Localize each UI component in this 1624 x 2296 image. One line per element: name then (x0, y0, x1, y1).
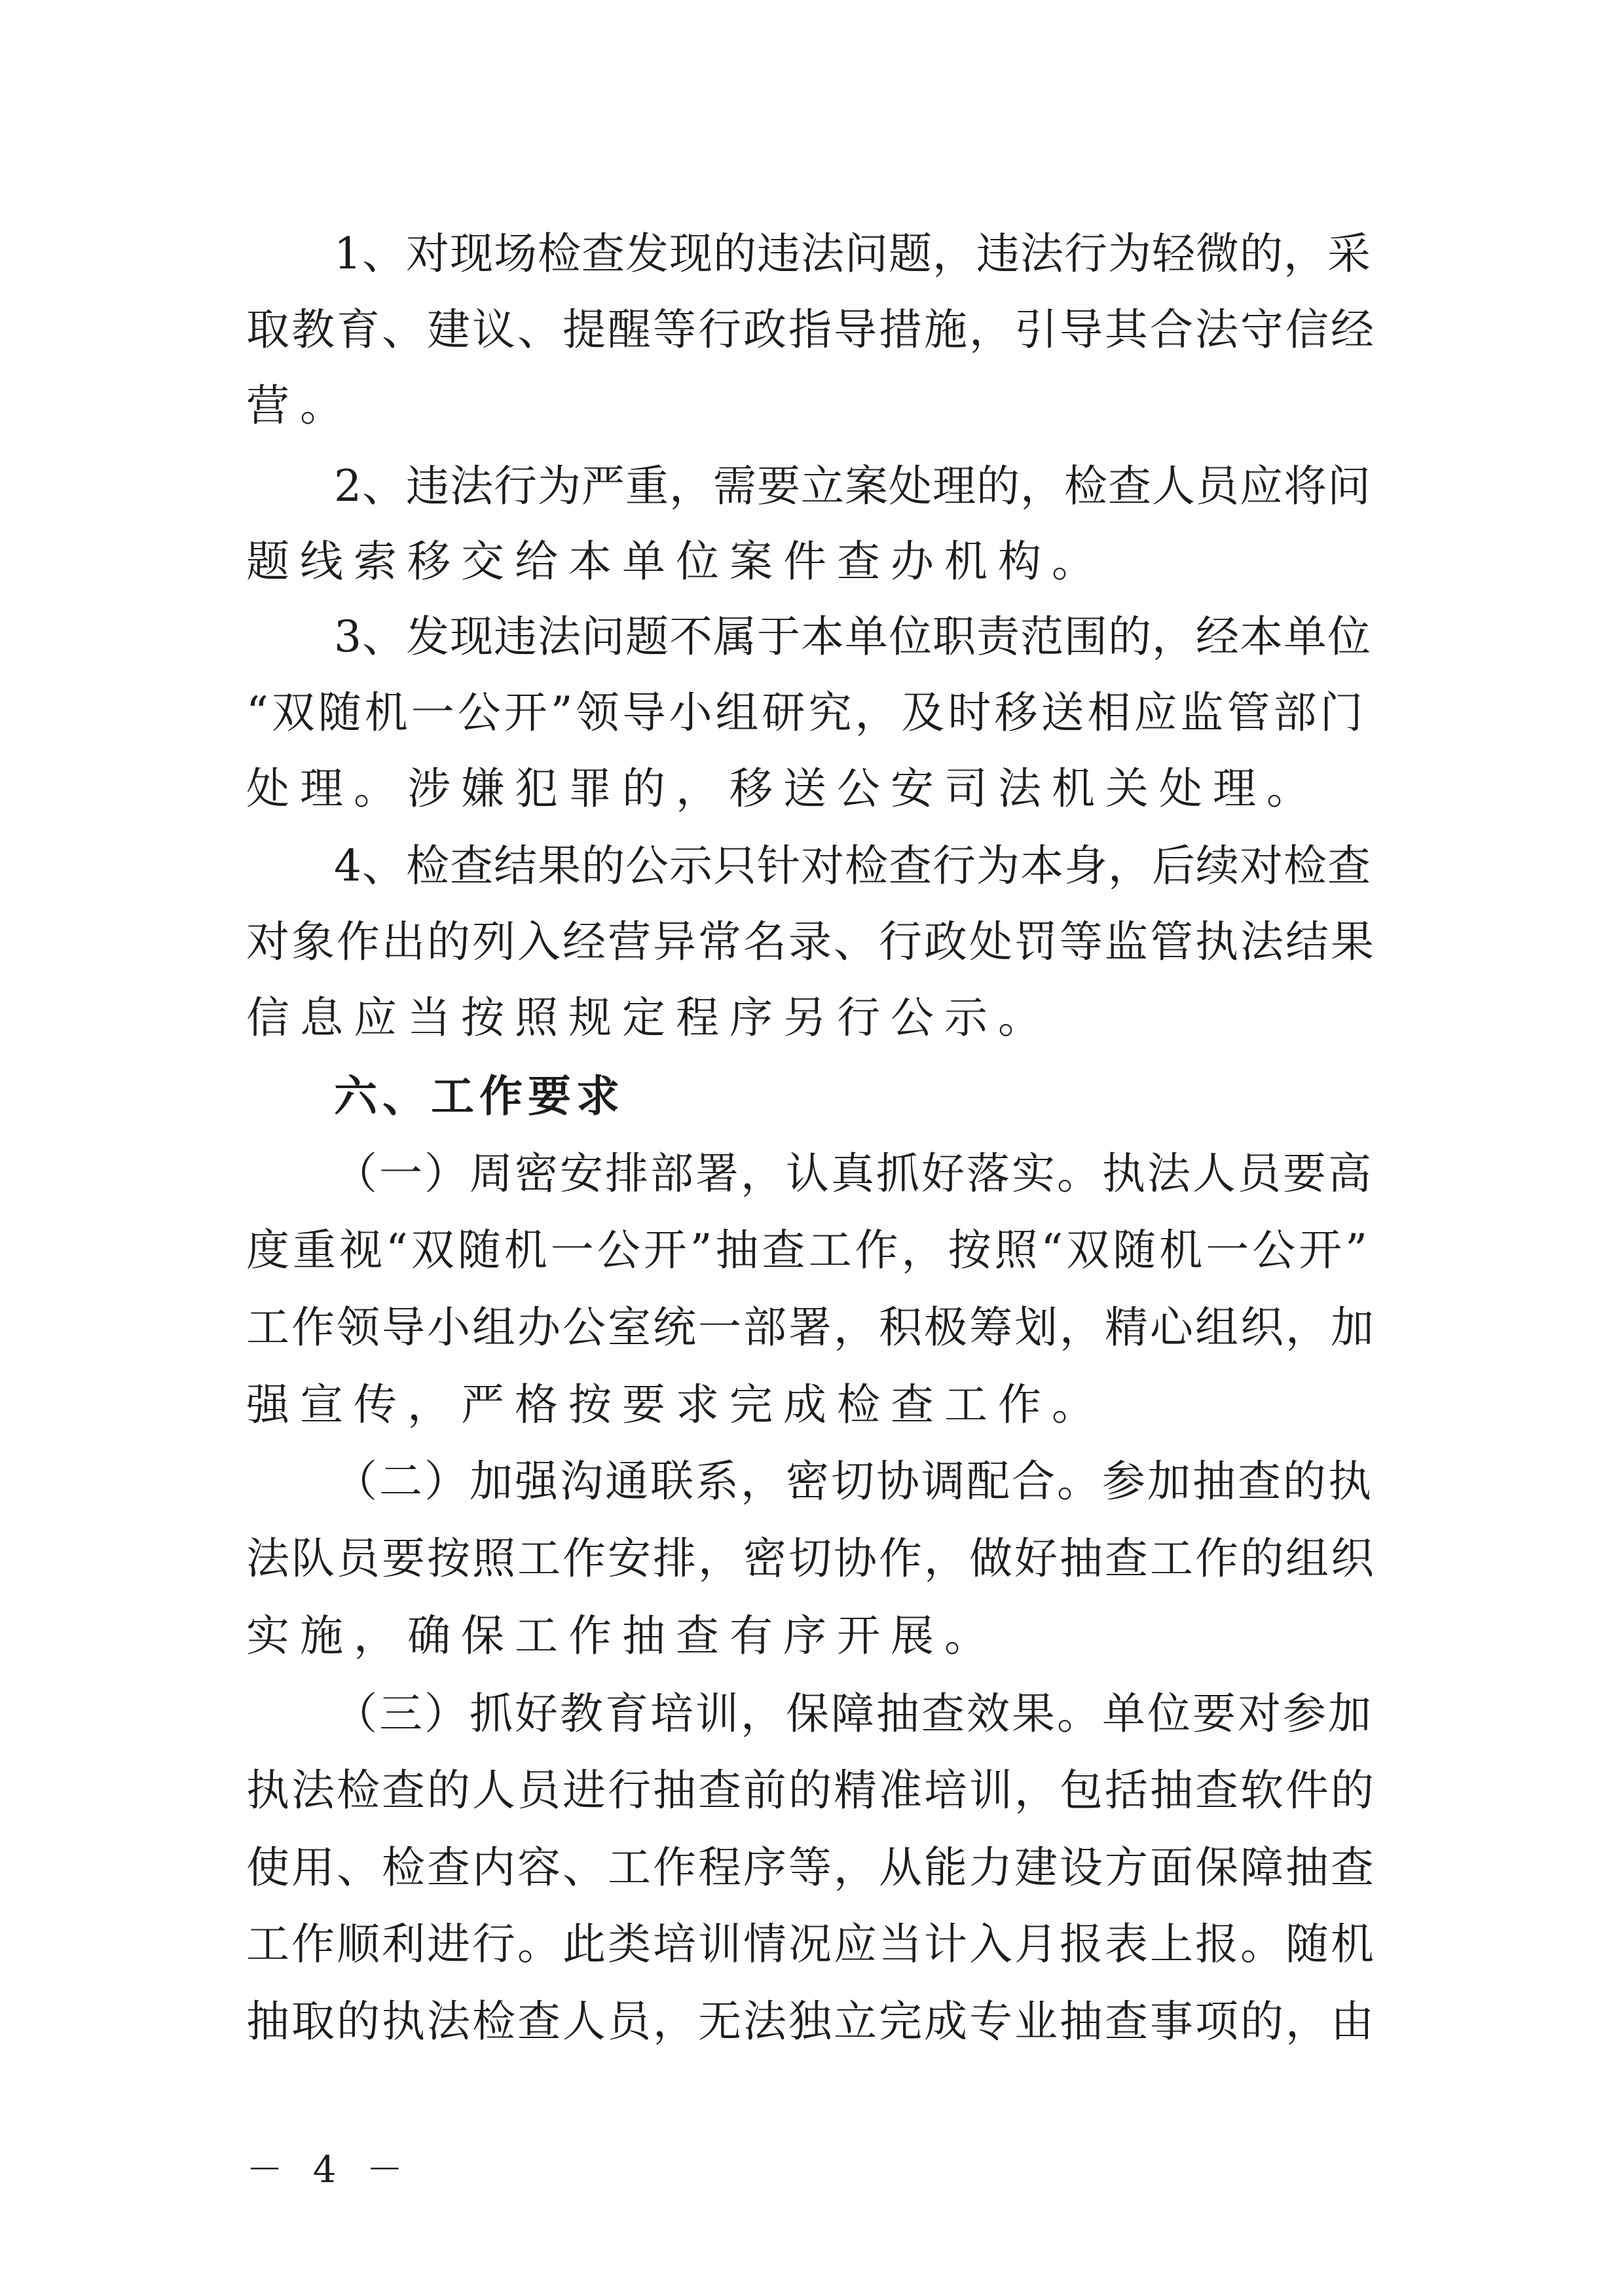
page-number: － 4 － (246, 2149, 413, 2191)
para4-line1: 4、检查结果的公示只针对检查行为本身，后续对检查 (334, 841, 1371, 891)
para7-line1: （三）抓好教育培训，保障抽查效果。单位要对参加 (334, 1688, 1373, 1739)
para7-line4: 工作顺利进行。此类培训情况应当计入月报表上报。随机 (246, 1919, 1376, 1969)
para7-line2: 执法检查的人员进行抽查前的精准培训，包括抽查软件的 (246, 1765, 1376, 1815)
para5-line2: 度重视“双随机一公开”抽查工作，按照“双随机一公开” (246, 1225, 1371, 1275)
para5-line3: 工作领导小组办公室统一部署，积极筹划，精心组织，加 (246, 1302, 1376, 1353)
para2-line2: 题线索移交给本单位案件查办机构。 (246, 536, 1105, 587)
para6-line1: （二）加强沟通联系，密切协调配合。参加抽查的执 (334, 1456, 1373, 1506)
para5-line1: （一）周密安排部署，认真抓好落实。执法人员要高 (334, 1148, 1373, 1199)
para7-line3: 使用、检查内容、工作程序等，从能力建设方面保障抽查 (246, 1842, 1376, 1893)
para1-line2: 取教育、建议、提醒等行政指导措施，引导其合法守信经 (246, 304, 1376, 355)
para3-line1: 3、发现违法问题不属于本单位职责范围的，经本单位 (334, 611, 1371, 662)
para1-line1: 1、对现场检查发现的违法问题，违法行为轻微的，采 (334, 228, 1371, 279)
para7-line5: 抽取的执法检查人员，无法独立完成专业抽查事项的，由 (246, 1996, 1376, 2047)
para3-line3: 处理。涉嫌犯罪的，移送公安司法机关处理。 (246, 763, 1320, 814)
para4-line2: 对象作出的列入经营异常名录、行政处罚等监管执法结果 (246, 917, 1376, 967)
para6-line2: 法队员要按照工作安排，密切协作，做好抽查工作的组织 (246, 1533, 1376, 1584)
para5-line4: 强宣传，严格按要求完成检查工作。 (246, 1379, 1105, 1430)
para3-line2: “双随机一公开”领导小组研究，及时移送相应监管部门 (246, 687, 1367, 738)
para6-line3: 实施，确保工作抽查有序开展。 (246, 1611, 998, 1661)
para2-line1: 2、违法行为严重，需要立案处理的，检查人员应将问 (334, 461, 1371, 511)
para1-line3: 营。 (246, 380, 354, 431)
para4-line3: 信息应当按照规定程序另行公示。 (246, 993, 1052, 1043)
section-heading: 六、工作要求 (334, 1071, 625, 1121)
